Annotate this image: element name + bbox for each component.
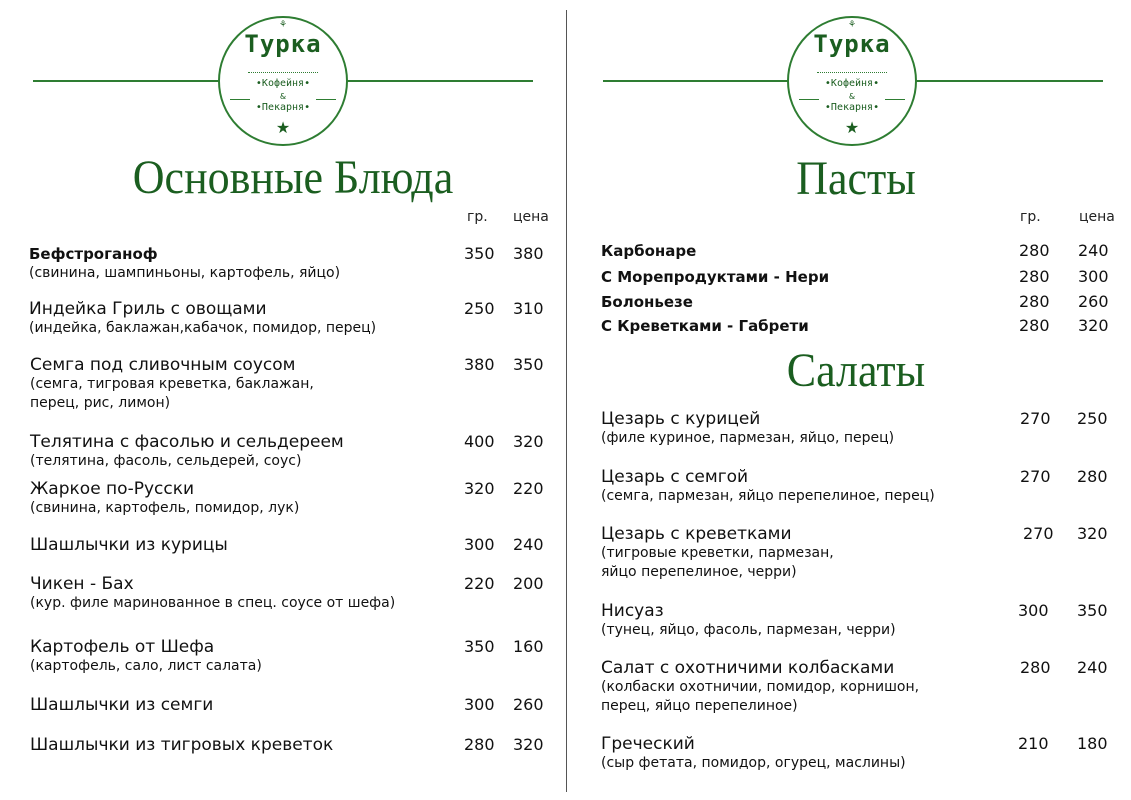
item-desc: (филе куриное, пармезан, яйцо, перец) — [601, 430, 895, 446]
item-price: 240 — [513, 535, 544, 554]
item-price: 160 — [513, 637, 544, 656]
item-desc: (свинина, шампиньоны, картофель, яйцо) — [29, 265, 341, 281]
item-weight: 250 — [464, 299, 495, 318]
item-desc: (семга, тигровая креветка, баклажан, — [30, 376, 314, 392]
item-name: Цезарь с семгой — [601, 467, 749, 487]
item-weight: 300 — [464, 695, 495, 714]
item-weight: 280 — [464, 735, 495, 754]
item-name: Шашлычки из тигровых креветок — [30, 735, 334, 755]
item-name: Шашлычки из семги — [30, 695, 214, 715]
menu-item — [30, 695, 213, 715]
menu-item — [30, 637, 262, 676]
item-name: Цезарь с курицей — [601, 409, 761, 429]
item-name: Греческий — [601, 734, 695, 754]
item-name: Бефстроганоф — [29, 245, 158, 263]
menu-item — [30, 735, 333, 755]
logo-amp: & — [848, 92, 856, 101]
logo-name: Турка — [244, 30, 322, 58]
star-icon: ★ — [844, 118, 860, 137]
item-price: 350 — [1077, 601, 1108, 620]
item-weight: 280 — [1019, 241, 1050, 260]
logo-line1: •Кофейня• — [824, 78, 880, 89]
item-price: 380 — [513, 244, 544, 263]
item-desc: (кур. филе маринованное в спец. соусе от шефа) — [30, 595, 396, 611]
item-desc: (картофель, сало, лист салата) — [30, 658, 262, 674]
item-name: Нисуаз — [601, 601, 664, 621]
item-price: 320 — [1077, 524, 1108, 543]
col-price-header: цена — [513, 209, 549, 225]
item-price: 240 — [1078, 241, 1109, 260]
item-name: Индейка Гриль с овощами — [29, 299, 267, 319]
item-price: 220 — [513, 479, 544, 498]
item-weight: 280 — [1019, 292, 1050, 311]
col-price-header: цена — [1079, 209, 1115, 225]
menu-item — [601, 601, 896, 640]
menu-item — [30, 574, 395, 613]
pasta-salads-page — [566, 0, 1131, 800]
item-price: 240 — [1077, 658, 1108, 677]
item-weight: 400 — [464, 432, 495, 451]
item-name: Жаркое по-Русски — [30, 479, 195, 499]
col-weight-header: гр. — [467, 209, 488, 225]
item-desc: (сыр фетата, помидор, огурец, маслины) — [601, 755, 906, 771]
logo-dots — [817, 72, 887, 73]
menu-item — [601, 467, 935, 506]
item-desc: (колбаски охотничии, помидор, корнишон, — [601, 679, 920, 695]
item-name: Чикен - Бах — [30, 574, 134, 594]
item-desc: яйцо перепелиное, черри) — [601, 564, 797, 580]
item-name: С Креветками - Габрети — [601, 317, 809, 335]
item-desc: (тунец, яйцо, фасоль, пармезан, черри) — [601, 622, 896, 638]
turka-logo — [218, 16, 348, 146]
logo-line2: •Пекарня• — [824, 102, 880, 113]
item-name: Карбонаре — [601, 242, 697, 260]
item-name: Цезарь с креветками — [601, 524, 792, 544]
menu-item — [29, 299, 376, 338]
item-price: 300 — [1078, 267, 1109, 286]
item-name: Картофель от Шефа — [30, 637, 215, 657]
item-weight: 220 — [464, 574, 495, 593]
col-weight-header: гр. — [1020, 209, 1041, 225]
menu-item — [601, 734, 906, 773]
item-price: 320 — [513, 735, 544, 754]
logo-name: Турка — [813, 30, 891, 58]
item-weight: 270 — [1023, 524, 1054, 543]
item-desc: (телятина, фасоль, сельдерей, соус) — [30, 453, 302, 469]
item-weight: 350 — [464, 637, 495, 656]
item-price: 320 — [1078, 316, 1109, 335]
menu-item — [30, 535, 228, 555]
item-desc: (тигровые креветки, пармезан, — [601, 545, 834, 561]
item-name: Телятина с фасолью и сельдереем — [30, 432, 344, 452]
star-icon: ★ — [275, 118, 291, 137]
item-name: С Морепродуктами - Нери — [601, 268, 830, 286]
menu-item — [601, 409, 894, 448]
logo-line2: •Пекарня• — [255, 102, 311, 113]
logo-crest-icon: ⚘ — [278, 20, 288, 30]
logo-crest-icon: ⚘ — [847, 20, 857, 30]
logo-line1: •Кофейня• — [255, 78, 311, 89]
menu-item — [601, 267, 829, 287]
menu-item — [601, 292, 693, 312]
item-weight: 280 — [1020, 658, 1051, 677]
item-weight: 300 — [1018, 601, 1049, 620]
menu-item — [601, 524, 834, 582]
item-price: 260 — [1078, 292, 1109, 311]
item-price: 310 — [513, 299, 544, 318]
menu-item — [30, 355, 314, 413]
item-price: 200 — [513, 574, 544, 593]
item-name: Салат с охотничими колбасками — [601, 658, 895, 678]
menu-item — [30, 432, 344, 471]
item-price: 280 — [1077, 467, 1108, 486]
item-price: 350 — [513, 355, 544, 374]
item-weight: 210 — [1018, 734, 1049, 753]
item-desc: (семга, пармезан, яйцо перепелиное, перец) — [601, 488, 935, 504]
item-weight: 300 — [464, 535, 495, 554]
item-weight: 380 — [464, 355, 495, 374]
item-price: 320 — [513, 432, 544, 451]
menu-item — [601, 658, 919, 716]
item-weight: 280 — [1019, 316, 1050, 335]
section-title-salads: Салаты — [786, 344, 926, 397]
item-weight: 320 — [464, 479, 495, 498]
item-price: 250 — [1077, 409, 1108, 428]
menu-item — [30, 479, 299, 518]
item-weight: 350 — [464, 244, 495, 263]
menu-item — [29, 244, 340, 283]
item-weight: 280 — [1019, 267, 1050, 286]
turka-logo — [787, 16, 917, 146]
item-desc: перец, яйцо перепелиное) — [601, 698, 798, 714]
item-weight: 270 — [1020, 409, 1051, 428]
logo-amp: & — [279, 92, 287, 101]
logo-dots — [248, 72, 318, 73]
item-price: 180 — [1077, 734, 1108, 753]
menu-item — [601, 316, 809, 336]
item-name: Болоньезе — [601, 293, 693, 311]
item-desc: перец, рис, лимон) — [30, 395, 171, 411]
item-desc: (индейка, баклажан,кабачок, помидор, перец) — [29, 320, 377, 336]
item-desc: (свинина, картофель, помидор, лук) — [30, 500, 300, 516]
item-name: Семга под сливочным соусом — [30, 355, 296, 375]
section-title-main: Основные Блюда — [132, 151, 454, 204]
item-price: 260 — [513, 695, 544, 714]
menu-item — [601, 241, 696, 261]
item-name: Шашлычки из курицы — [30, 535, 228, 555]
section-title-pasta: Пасты — [796, 152, 916, 205]
item-weight: 270 — [1020, 467, 1051, 486]
